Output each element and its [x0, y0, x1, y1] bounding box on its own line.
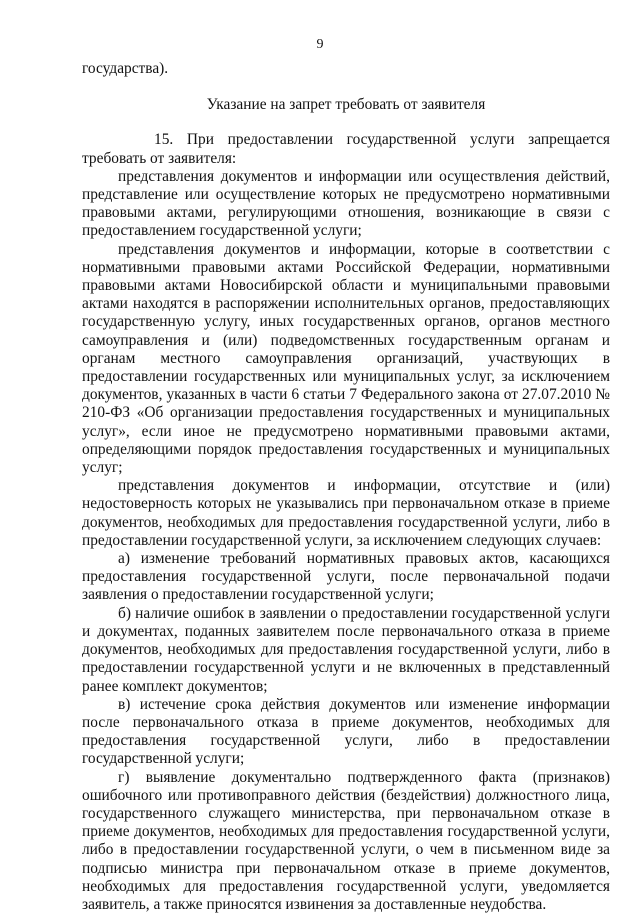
paragraph-item-2: представления документов и информации, которые в соответствии с нормативными правовыми актами Российской Федерации, нормативными правовыми актами Новосибирской области и муниципальными правовыми актами находятся в распоряжении исполнительных органов, предоставляющих государственную услугу, иных государственных органов, органов местного самоуправления и (или) подведомственных государственным органам и органам местного самоуправления организаций, участвующих в предоставлении государственных или муниципальных услуг, за исключением документов, указанных в части 6 статьи 7 Федерального закона от 27.07.2010 № 210-ФЗ «Об организации предоставления государственных и муниципальных услуг», если иное не предусмотрено нормативными правовыми актами, определяющими порядок предоставления государственных и муниципальных услуг;	[82, 240, 610, 477]
page-number: 9	[316, 37, 324, 52]
paragraph-15: 15. При предоставлении государственной услуги запрещается требовать от заявителя:	[82, 131, 610, 167]
paragraph-item-1: представления документов и информации или осуществления действий, представление или осуществление которых не предусмотрено нормативными правовыми актами, регулирующими отношения, возникающие в связи с предоставлением государственной услуги;	[82, 167, 610, 240]
document-body	[82, 60, 610, 914]
section-heading: Указание на запрет требовать от заявителя	[206, 96, 486, 114]
paragraph-case-a: а) изменение требований нормативных правовых актов, касающихся предоставления государственной услуги, после первоначальной подачи заявления о предоставлении государственной услуги;	[82, 550, 610, 604]
paragraph-case-v: в) истечение срока действия документов или изменение информации после первоначального отказа в приеме документов, необходимых для предоставления государственной услуги, либо в предоставлении государственной услуги;	[82, 695, 610, 768]
intro-fragment: государства).	[82, 60, 169, 77]
paragraph-item-3: представления документов и информации, отсутствие и (или) недостоверность которых не указывались при первоначальном отказе в приеме документов, необходимых для предоставления государственной услуги, либо в предоставлении государственной услуги, за исключением следующих случаев:	[82, 477, 610, 549]
paragraph-case-b: б) наличие ошибок в заявлении о предоставлении государственной услуги и документах, поданных заявителем после первоначального отказа в приеме документов, необходимых для предоставления государственной услуги, либо в предоставлении государственной услуги и не включенных в представленный ранее комплект документов;	[82, 604, 610, 695]
paragraph-case-g: г) выявление документально подтвержденного факта (признаков) ошибочного или противоправного действия (бездействия) должностного лица, государственного служащего министерства, при первоначальном отказе в приеме документов, необходимых для предоставления государственной услуги, либо в предоставлении государственной услуги, о чем в письменном виде за подписью министра при первоначальном отказе в приеме документов, необходимых для предоставления государственной услуги, уведомляется заявитель, а также приносятся извинения за доставленные неудобства.	[82, 768, 610, 913]
